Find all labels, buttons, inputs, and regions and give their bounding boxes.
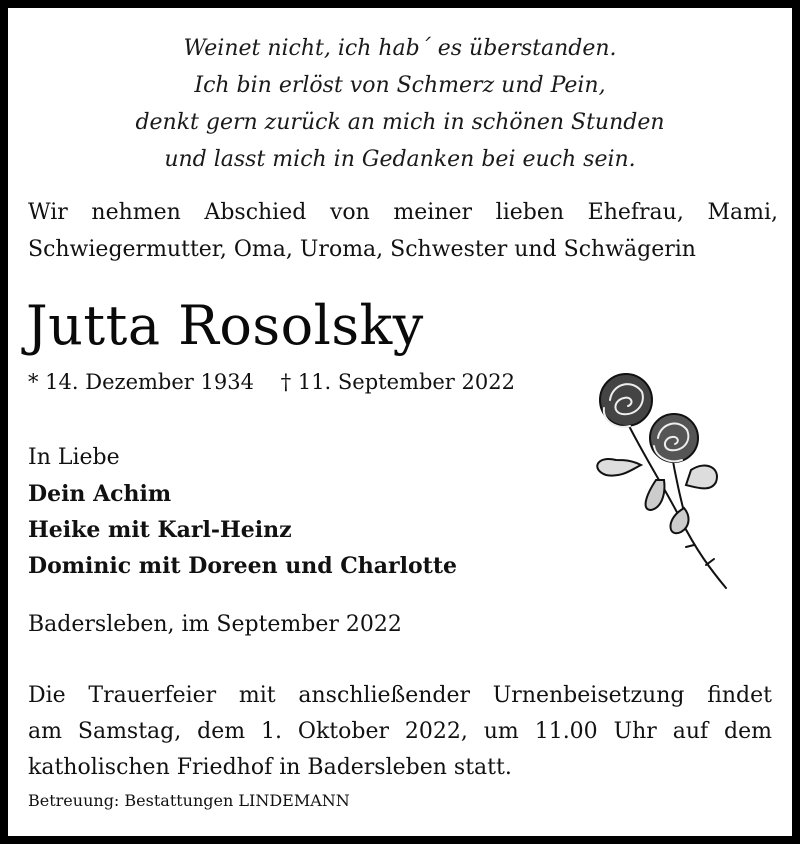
ceremony-line: am Samstag, dem 1. Oktober 2022, um 11.00 Uhr auf dem (28, 719, 772, 744)
mourners-heading: In Liebe (28, 445, 120, 470)
poem-line: denkt gern zurück an mich in schönen Stunden (135, 110, 665, 135)
mourner-name: Dein Achim (28, 481, 172, 507)
poem-line: Weinet nicht, ich hab´ es überstanden. (183, 36, 617, 61)
poem-line: und lasst mich in Gedanken bei euch sein. (164, 147, 636, 172)
poem-line: Ich bin erlöst von Schmerz und Pein, (194, 73, 606, 98)
funeral-home: Betreuung: Bestattungen LINDEMANN (28, 791, 350, 810)
birth-date: * 14. Dezember 1934 (28, 370, 254, 394)
deceased-name: Jutta Rosolsky (26, 294, 424, 357)
place-date: Badersleben, im September 2022 (28, 612, 402, 637)
poem (8, 30, 792, 178)
ceremony-info (28, 678, 772, 786)
mourner-name: Dominic mit Doreen und Charlotte (28, 553, 457, 579)
intro-line: Wir nehmen Abschied von meiner lieben Ehefrau, Mami, (28, 200, 778, 225)
ceremony-line: Die Trauerfeier mit anschließender Urnenbeisetzung findet (28, 683, 772, 708)
mourners (28, 440, 457, 584)
obituary-notice (8, 8, 792, 836)
death-date: † 11. September 2022 (280, 370, 515, 394)
farewell-intro (28, 194, 778, 268)
intro-line: Schwiegermutter, Oma, Uroma, Schwester und Schwägerin (28, 237, 696, 262)
ceremony-line: katholischen Friedhof in Badersleben statt. (28, 755, 512, 780)
life-dates (28, 370, 515, 394)
rose-icon (586, 360, 746, 600)
mourner-name: Heike mit Karl-Heinz (28, 517, 292, 543)
